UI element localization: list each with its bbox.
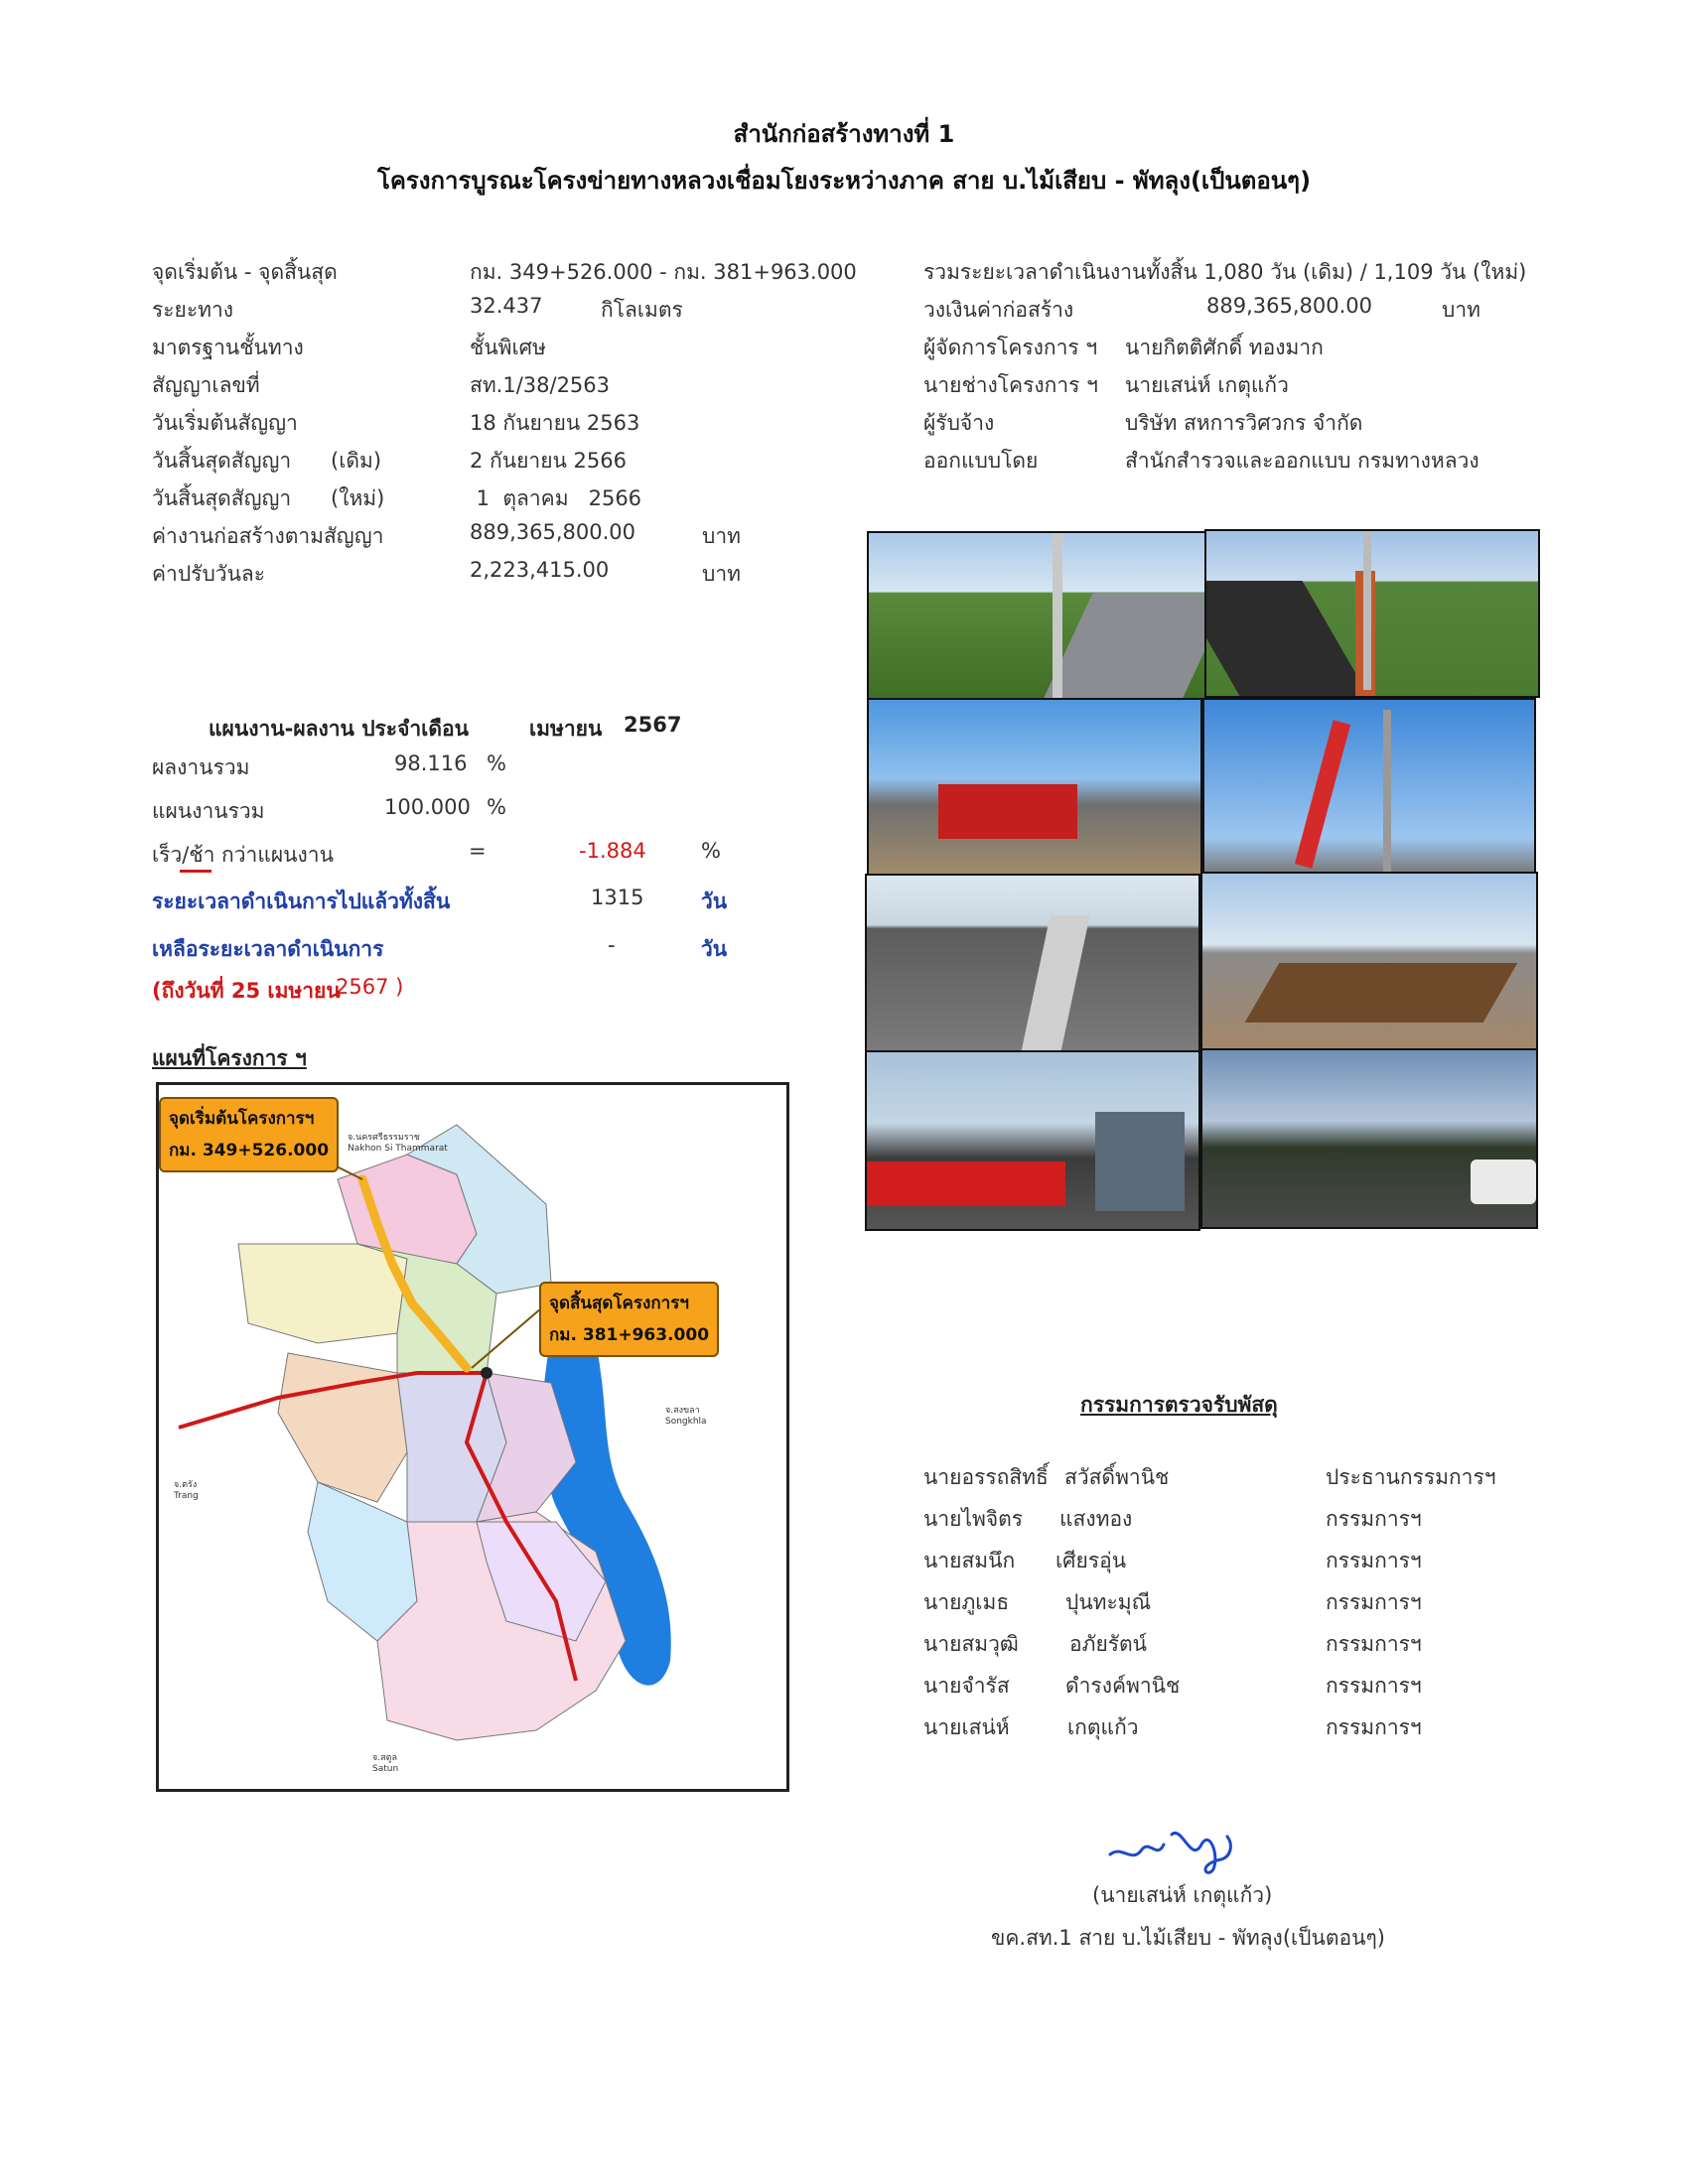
info-value: สท.1/38/2563 bbox=[470, 373, 611, 397]
site-photo-4 bbox=[1202, 698, 1536, 875]
plan-value: 100.000 bbox=[384, 795, 471, 819]
info-value: 1 ตุลาคม 2566 bbox=[470, 486, 642, 510]
member-role: กรรมการฯ bbox=[1326, 1549, 1422, 1572]
budget-label: วงเงินค่าก่อสร้าง bbox=[923, 298, 1074, 322]
member-role: กรรมการฯ bbox=[1326, 1632, 1422, 1656]
map-label: Trang bbox=[174, 1491, 199, 1501]
map-heading: แผนที่โครงการ ฯ bbox=[152, 1046, 307, 1070]
office-title: สำนักก่อสร้างทางที่ 1 bbox=[733, 120, 955, 148]
map-label: จ.สงขลา bbox=[665, 1406, 700, 1416]
member-first: นายอรรถสิทธิ์ bbox=[923, 1465, 1049, 1489]
start-callout bbox=[159, 1097, 339, 1172]
role-label: ออกแบบโดย bbox=[923, 449, 1039, 473]
info-label: วันสิ้นสุดสัญญา bbox=[152, 486, 292, 510]
diff-value: -1.884 bbox=[579, 839, 646, 863]
role-value: นายกิตติศักดิ์ ทองมาก bbox=[1125, 336, 1324, 359]
info-value: กม. 349+526.000 - กม. 381+963.000 bbox=[470, 260, 857, 284]
elapsed-unit: วัน bbox=[701, 889, 728, 913]
truck bbox=[1095, 1112, 1185, 1211]
signature-mark bbox=[1102, 1815, 1241, 1884]
member-first: นายจำรัส bbox=[923, 1674, 1010, 1698]
info-value: 18 กันยายน 2563 bbox=[470, 411, 640, 435]
end-callout bbox=[539, 1282, 719, 1357]
excavator bbox=[938, 784, 1077, 839]
actual-label: ผลงานรวม bbox=[152, 755, 250, 779]
lamp-pole bbox=[1383, 710, 1391, 873]
map-label: จ.สตูล bbox=[372, 1753, 397, 1763]
info-label: จุดเริ่มต้น - จุดสิ้นสุด bbox=[152, 260, 338, 284]
member-role: กรรมการฯ bbox=[1326, 1715, 1422, 1739]
signature-stroke bbox=[1110, 1833, 1230, 1872]
committee-heading: กรรมการตรวจรับพัสดุ bbox=[1080, 1393, 1278, 1417]
info-sub: (เดิม) bbox=[331, 449, 382, 473]
start-callout-title: จุดเริ่มต้นโครงการฯ bbox=[169, 1109, 315, 1129]
diff-unit: % bbox=[701, 839, 721, 863]
info-label: ค่างานก่อสร้างตามสัญญา bbox=[152, 524, 384, 548]
info-label: สัญญาเลขที่ bbox=[152, 373, 260, 397]
pole bbox=[1363, 531, 1371, 690]
member-first: นายภูเมธ bbox=[923, 1590, 1010, 1614]
project-title: โครงการบูรณะโครงข่ายทางหลวงเชื่อมโยงระหว่างภาค สาย บ.ไม้เสียบ - พัทลุง(เป็นตอนๆ) bbox=[376, 167, 1312, 195]
info-value: 2 กันยายน 2566 bbox=[470, 449, 627, 473]
member-last: ดำรงค์พานิช bbox=[1065, 1674, 1181, 1698]
member-last: ปุนทะมุณี bbox=[1065, 1590, 1152, 1614]
member-last: เกตุแก้ว bbox=[1067, 1715, 1139, 1739]
info-unit: บาท bbox=[702, 562, 741, 586]
info-value: 32.437 bbox=[470, 294, 543, 318]
progress-year: 2567 bbox=[624, 713, 682, 737]
map-label: จ.ตรัง bbox=[174, 1480, 198, 1490]
progress-heading: แผนงาน-ผลงาน ประจำเดือน bbox=[209, 717, 469, 741]
role-value: นายเสน่ห์ เกตุแก้ว bbox=[1125, 373, 1289, 397]
project-map bbox=[156, 1082, 789, 1792]
info-value: ชั้นพิเศษ bbox=[470, 336, 546, 359]
actual-unit: % bbox=[487, 751, 506, 775]
plan-label: แผนงานรวม bbox=[152, 799, 265, 823]
budget-unit: บาท bbox=[1442, 298, 1480, 322]
map-label: Satun bbox=[372, 1764, 399, 1774]
map-graphic bbox=[159, 1085, 786, 1789]
member-role: กรรมการฯ bbox=[1326, 1590, 1422, 1614]
district-peach bbox=[278, 1353, 407, 1502]
info-label: วันสิ้นสุดสัญญา bbox=[152, 449, 292, 473]
end-callout-km: กม. 381+963.000 bbox=[549, 1325, 710, 1345]
info-sub: (ใหม่) bbox=[331, 486, 385, 510]
elapsed-value: 1315 bbox=[591, 886, 644, 909]
drainage-ditch bbox=[1021, 915, 1089, 1052]
budget-value: 889,365,800.00 bbox=[1206, 294, 1372, 318]
info-value: 2,223,415.00 bbox=[470, 558, 610, 582]
member-role: ประธานกรรมการฯ bbox=[1326, 1465, 1496, 1489]
signer-name: (นายเสน่ห์ เกตุแก้ว) bbox=[1092, 1883, 1273, 1907]
role-label: ผู้รับจ้าง bbox=[923, 411, 995, 435]
member-first: นายไพจิตร bbox=[923, 1507, 1024, 1531]
end-callout-title: จุดสิ้นสุดโครงการฯ bbox=[549, 1294, 689, 1313]
remaining-value: - bbox=[608, 933, 616, 957]
elapsed-label: ระยะเวลาดำเนินการไปแล้วทั้งสิ้น bbox=[152, 889, 451, 913]
info-unit: บาท bbox=[702, 524, 741, 548]
crane-arm bbox=[1295, 720, 1350, 869]
member-first: นายสมนึก bbox=[923, 1549, 1016, 1572]
info-label: วันเริ่มต้นสัญญา bbox=[152, 411, 298, 435]
info-label: ค่าปรับวันละ bbox=[152, 562, 266, 586]
member-role: กรรมการฯ bbox=[1326, 1674, 1422, 1698]
role-value: สำนักสำรวจและออกแบบ กรมทางหลวง bbox=[1125, 449, 1479, 473]
asphalt bbox=[1204, 581, 1368, 696]
remaining-label: เหลือระยะเวลาดำเนินการ bbox=[152, 937, 384, 961]
info-label: มาตรฐานชั้นทาง bbox=[152, 336, 304, 359]
plan-unit: % bbox=[487, 795, 506, 819]
traffic-barrier bbox=[867, 1161, 1065, 1206]
role-label: ผู้จัดการโครงการ ฯ bbox=[923, 336, 1098, 359]
role-label: นายช่างโครงการ ฯ bbox=[923, 373, 1098, 397]
member-role: กรรมการฯ bbox=[1326, 1507, 1422, 1531]
rebar-trench bbox=[1245, 963, 1518, 1023]
asof-date: (ถึงวันที่ 25 เมษายน bbox=[152, 979, 341, 1003]
site-photo-6 bbox=[1200, 872, 1538, 1052]
light-pole bbox=[1053, 533, 1062, 700]
duration-text: รวมระยะเวลาดำเนินงานทั้งสิ้น 1,080 วัน (เดิม) / 1,109 วัน (ใหม่) bbox=[923, 260, 1527, 284]
member-last: แสงทอง bbox=[1059, 1507, 1133, 1531]
start-callout-km: กม. 349+526.000 bbox=[169, 1141, 330, 1160]
member-first: นายสมวุฒิ bbox=[923, 1632, 1019, 1656]
actual-value: 98.116 bbox=[394, 751, 468, 775]
site-photo-7 bbox=[865, 1050, 1200, 1231]
diff-label: เร็ว/ช้า กว่าแผนงาน bbox=[152, 843, 334, 867]
diff-underline bbox=[180, 870, 211, 873]
site-photo-2 bbox=[1204, 529, 1540, 698]
info-unit: กิโลเมตร bbox=[601, 298, 683, 322]
city-marker bbox=[481, 1367, 492, 1379]
map-label: Songkhla bbox=[665, 1417, 707, 1427]
signer-position: ขค.สท.1 สาย บ.ไม้เสียบ - พัทลุง(เป็นตอนๆ) bbox=[991, 1926, 1385, 1950]
progress-month: เมษายน bbox=[529, 717, 603, 741]
site-photo-1 bbox=[867, 531, 1206, 702]
info-value: 889,365,800.00 bbox=[470, 520, 635, 544]
road-surface bbox=[1042, 593, 1206, 702]
member-last: เศียรอุ่น bbox=[1055, 1549, 1127, 1572]
diff-eq: = bbox=[469, 839, 487, 863]
pickup-truck bbox=[1471, 1160, 1536, 1204]
info-label: ระยะทาง bbox=[152, 298, 234, 322]
member-last: อภัยรัตน์ bbox=[1069, 1632, 1148, 1656]
site-photo-8 bbox=[1200, 1048, 1538, 1229]
asof-year: 2567 ) bbox=[336, 975, 404, 999]
site-photo-5 bbox=[865, 874, 1200, 1054]
site-photo-3 bbox=[867, 698, 1202, 877]
district-cream bbox=[238, 1244, 407, 1343]
map-label: จ.นครศรีธรรมราช bbox=[348, 1133, 420, 1143]
remaining-unit: วัน bbox=[701, 937, 728, 961]
role-value: บริษัท สหการวิศวกร จำกัด bbox=[1125, 411, 1363, 435]
member-last: สวัสดิ์พานิช bbox=[1064, 1465, 1170, 1489]
map-label: Nakhon Si Thammarat bbox=[348, 1144, 448, 1154]
member-first: นายเสน่ห์ bbox=[923, 1715, 1010, 1739]
